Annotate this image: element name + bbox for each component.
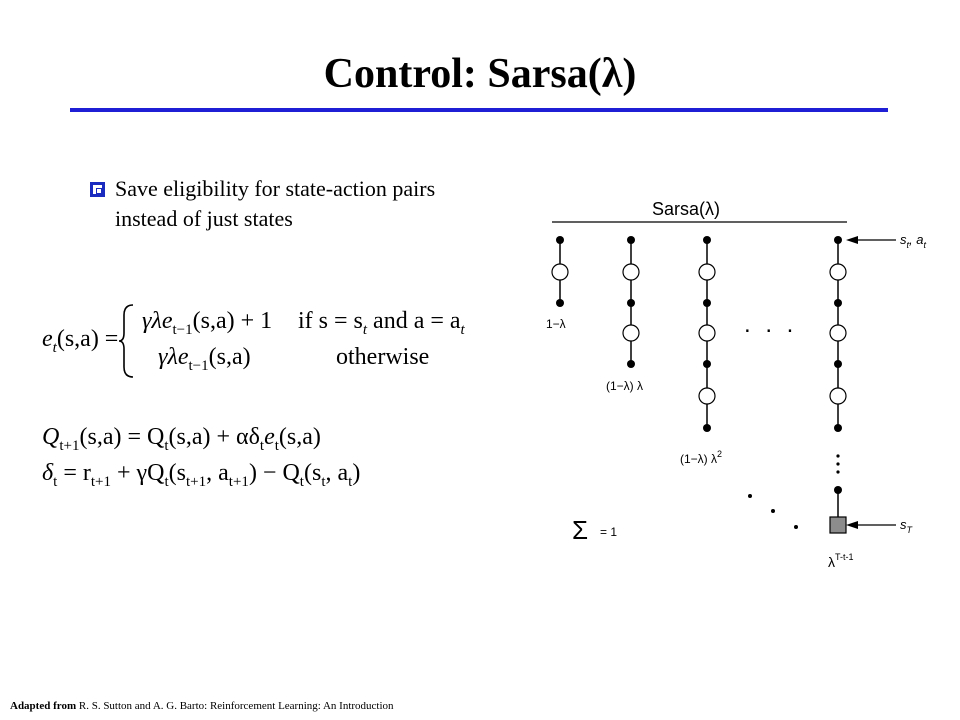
eligibility-lhs: $e_t(s,a)$ = [42,326,119,356]
sum-value: = 1 [600,525,618,539]
diagonal-ellipsis-dot [771,509,775,513]
weight-label-3: (1−λ) $\lambda^2$ [680,449,723,466]
backup-column-3 [699,236,715,432]
case-brace [118,303,136,379]
slide-title: Control: Sarsa(λ) [323,51,637,97]
start-state-action-label: $s_t$, $a_t$ [900,232,926,250]
title-divider [70,108,888,112]
bullet-text: Save eligibility for state-action pairs instead of just states [115,176,436,231]
footer-citation: Adapted from R. S. Sutton and A. G. Barto: Reinforcement Learning: An Introduction [10,700,394,712]
weight-label-2: (1−λ) λ [606,379,644,393]
backup-column-1 [552,236,568,307]
eligibility-case2-cond: otherwise [336,344,430,370]
sarsa-lambda-backup-diagram [500,180,950,580]
weight-label-final: $\lambda^{T-t-1}$ [828,552,854,570]
terminal-state-label: $s_T$ [900,517,912,535]
backup-column-2 [623,236,639,368]
backup-column-final [830,236,846,533]
diagonal-ellipsis-dot [794,525,798,529]
bullet-square-icon [90,182,105,197]
diagonal-ellipsis-dot [748,494,752,498]
q-update-line: $Q_{t+1}(s,a) = Q_t(s,a) + \alpha\delta_te_t(s,a)$ [42,424,321,454]
eligibility-case2-expr: γλe$_{t-1}$(s,a) [158,344,251,374]
td-error-line: $\delta_t = r_{t+1} + \gamma Q_t(s_{t+1}$, $a_{t+1}) - Q_t(s_t$, $a_t$) [42,460,361,490]
horizontal-ellipsis: . . . [744,311,798,338]
terminal-arrowhead [846,521,858,529]
weight-label-1: 1−λ [546,317,566,331]
eligibility-case1-expr: γλe$_{t-1}$(s,a) + 1 [142,308,273,338]
sum-symbol: Σ [572,515,589,545]
eligibility-case1-cond: if $s = s_t$ and $a = a_t$ [298,308,465,338]
terminal-state-square [830,517,846,533]
start-arrowhead [846,236,858,244]
diagram-title: Sarsa(λ) [652,199,721,219]
